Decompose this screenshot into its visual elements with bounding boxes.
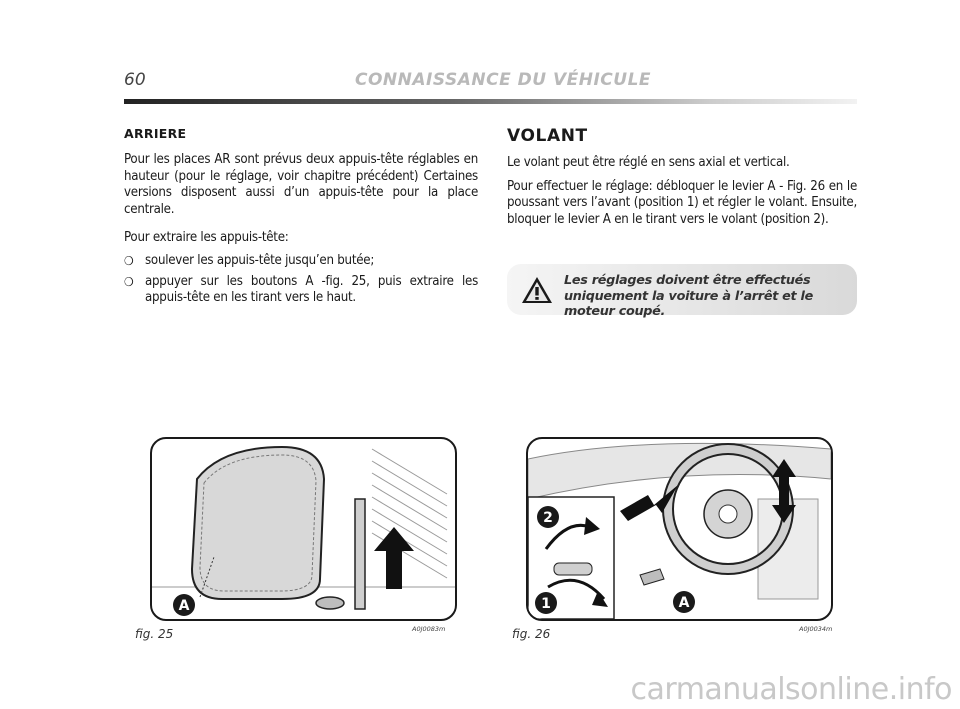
label-a: A (178, 598, 190, 614)
heading-volant: VOLANT (507, 126, 588, 146)
figure-26 (526, 437, 833, 621)
warning-text: Les réglages doivent être effectués uniquement la voiture à l’arrêt et le moteur coupé. (564, 273, 813, 319)
warning-box (507, 264, 857, 319)
page-number: 60 (124, 70, 146, 90)
figure-25 (150, 437, 457, 621)
subheading-arriere: ARRIERE (124, 126, 187, 141)
figure-code: A0J0083m (412, 625, 446, 633)
list-item (124, 253, 478, 269)
left-column (124, 126, 478, 311)
paragraph-extract-intro: Pour extraire les appuis-tête: (124, 230, 289, 246)
header-rule (124, 99, 857, 104)
figure-caption: fig. 26 (512, 627, 551, 641)
bullet-icon: ❍ (124, 274, 134, 289)
label-a: A (678, 595, 690, 611)
figure-caption: fig. 25 (135, 627, 174, 641)
label-1: 1 (541, 596, 551, 612)
bullet-icon: ❍ (124, 254, 134, 269)
watermark: carmanualsonline.info (630, 672, 952, 707)
list-item-text: soulever les appuis-tête jusqu’en butée; (145, 253, 375, 269)
section-title: CONNAISSANCE DU VÉHICULE (355, 70, 652, 90)
right-column (507, 126, 857, 235)
list-item-text: appuyer sur les boutons A -fig. 25, puis extraire les appuis-tête en les tirant vers le haut. (145, 273, 478, 306)
label-2: 2 (543, 510, 553, 526)
warning-triangle-icon (521, 276, 553, 304)
instruction-list (124, 253, 478, 306)
figure-code: A0J0034m (799, 625, 833, 633)
list-item (124, 274, 478, 307)
steering-wheel-illustration (528, 439, 831, 619)
paragraph-rear-headrests: Pour les places AR sont prévus deux appuis-tête réglables en hauteur (pour le réglage, voir chapitre précédent) Certaines versions disposent aussi d’un appuis-tête pour la place centrale. (124, 152, 478, 217)
paragraph-volant-adjust: Pour effectuer le réglage: débloquer le levier A - Fig. 26 en le poussant vers l’avant (position 1) et régler le volant. Ensuite, bloquer le levier A en le tirant vers le volant (position 2). (507, 178, 857, 227)
headrest-illustration (152, 439, 455, 619)
paragraph-volant-intro: Le volant peut être réglé en sens axial et vertical. (507, 155, 790, 171)
